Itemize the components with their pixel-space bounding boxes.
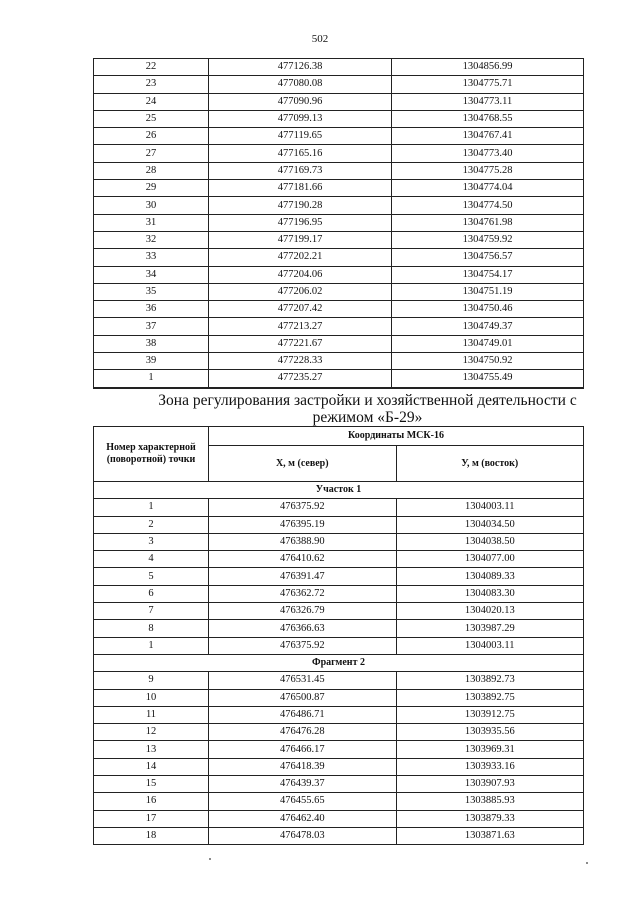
x-coordinate-cell: 476466.17: [209, 741, 397, 758]
y-coordinate-cell: 1304773.40: [392, 145, 584, 162]
point-number-cell: 8: [94, 620, 209, 637]
y-coordinate-cell: 1304773.11: [392, 93, 584, 110]
x-coordinate-cell: 477221.67: [209, 335, 392, 352]
x-coordinate-cell: 477199.17: [209, 231, 392, 248]
y-coordinate-cell: 1304775.71: [392, 76, 584, 93]
table-row: [94, 827, 584, 844]
x-coordinate-cell: 476395.19: [209, 516, 397, 533]
x-coordinate-cell: 477207.42: [209, 301, 392, 318]
point-number-cell: 2: [94, 516, 209, 533]
table-row: [94, 283, 584, 300]
table-row: [94, 128, 584, 145]
table-row: [94, 533, 584, 550]
x-coordinate-cell: 476418.39: [209, 758, 397, 775]
y-coordinate-cell: 1304768.55: [392, 110, 584, 127]
y-coordinate-cell: 1303892.73: [396, 672, 584, 689]
table-row: [94, 59, 584, 76]
point-number-cell: 1: [94, 370, 209, 388]
point-number-cell: 32: [94, 231, 209, 248]
point-number-cell: 14: [94, 758, 209, 775]
y-coordinate-cell: 1304038.50: [396, 533, 584, 550]
table-row: [94, 603, 584, 620]
table-row: [94, 301, 584, 318]
y-coordinate-cell: 1304750.46: [392, 301, 584, 318]
y-coordinate-cell: 1304003.11: [396, 637, 584, 654]
x-coordinate-cell: 477190.28: [209, 197, 392, 214]
x-coordinate-cell: 476375.92: [209, 499, 397, 516]
x-coordinate-cell: 476362.72: [209, 585, 397, 602]
y-coordinate-cell: 1304089.33: [396, 568, 584, 585]
table-row: [94, 197, 584, 214]
table-row: [94, 93, 584, 110]
y-coordinate-cell: 1304774.04: [392, 180, 584, 197]
y-coordinate-cell: 1304749.37: [392, 318, 584, 335]
y-coordinate-cell: 1303912.75: [396, 706, 584, 723]
y-coordinate-cell: 1304767.41: [392, 128, 584, 145]
y-coordinate-cell: 1304749.01: [392, 335, 584, 352]
section-row: [94, 654, 584, 671]
coordinates-table-top: [93, 58, 584, 389]
x-coordinate-cell: 477080.08: [209, 76, 392, 93]
y-coordinate-cell: 1304856.99: [392, 59, 584, 76]
table-row: [94, 214, 584, 231]
point-number-cell: 7: [94, 603, 209, 620]
point-number-cell: 36: [94, 301, 209, 318]
table-row: [94, 180, 584, 197]
point-number-cell: 17: [94, 810, 209, 827]
x-coordinate-cell: 476391.47: [209, 568, 397, 585]
y-coordinate-cell: 1304775.28: [392, 162, 584, 179]
point-number-cell: 15: [94, 776, 209, 793]
x-coordinate-cell: 477181.66: [209, 180, 392, 197]
table-row: [94, 370, 584, 388]
point-number-cell: 25: [94, 110, 209, 127]
table-row: [94, 793, 584, 810]
y-coordinate-cell: 1304077.00: [396, 551, 584, 568]
point-number-cell: 23: [94, 76, 209, 93]
x-coordinate-cell: 477169.73: [209, 162, 392, 179]
x-coordinate-cell: 476388.90: [209, 533, 397, 550]
point-number-cell: 1: [94, 637, 209, 654]
point-number-cell: 13: [94, 741, 209, 758]
scan-speck: [209, 858, 211, 860]
x-coordinate-cell: 477099.13: [209, 110, 392, 127]
x-coordinate-cell: 477202.21: [209, 249, 392, 266]
table-row: [94, 353, 584, 370]
x-coordinate-cell: 477126.38: [209, 59, 392, 76]
y-coordinate-cell: 1303987.29: [396, 620, 584, 637]
point-number-cell: 34: [94, 266, 209, 283]
x-coordinate-cell: 476462.40: [209, 810, 397, 827]
header-x: Х, м (север): [209, 446, 397, 482]
coordinates-table-zone: [93, 426, 584, 845]
y-coordinate-cell: 1303969.31: [396, 741, 584, 758]
table-row: [94, 145, 584, 162]
table-row: [94, 724, 584, 741]
point-number-cell: 5: [94, 568, 209, 585]
table-row: [94, 672, 584, 689]
y-coordinate-cell: 1304750.92: [392, 353, 584, 370]
table-row: [94, 499, 584, 516]
table-row: [94, 551, 584, 568]
table-row: [94, 741, 584, 758]
section-title-2: Фрагмент 2: [94, 654, 584, 671]
table-row: [94, 620, 584, 637]
x-coordinate-cell: 477090.96: [209, 93, 392, 110]
x-coordinate-cell: 476410.62: [209, 551, 397, 568]
x-coordinate-cell: 477213.27: [209, 318, 392, 335]
y-coordinate-cell: 1303892.75: [396, 689, 584, 706]
table-row: [94, 249, 584, 266]
header-coordinates: Координаты МСК-16: [209, 427, 584, 446]
y-coordinate-cell: 1304754.17: [392, 266, 584, 283]
y-coordinate-cell: 1304034.50: [396, 516, 584, 533]
point-number-cell: 9: [94, 672, 209, 689]
y-coordinate-cell: 1304756.57: [392, 249, 584, 266]
x-coordinate-cell: 476455.65: [209, 793, 397, 810]
x-coordinate-cell: 477204.06: [209, 266, 392, 283]
point-number-cell: 18: [94, 827, 209, 844]
point-number-cell: 12: [94, 724, 209, 741]
table-row: [94, 335, 584, 352]
point-number-cell: 6: [94, 585, 209, 602]
y-coordinate-cell: 1304751.19: [392, 283, 584, 300]
y-coordinate-cell: 1304759.92: [392, 231, 584, 248]
table-row: [94, 516, 584, 533]
point-number-cell: 1: [94, 499, 209, 516]
section-row: [94, 482, 584, 499]
table-row: [94, 689, 584, 706]
y-coordinate-cell: 1303871.63: [396, 827, 584, 844]
point-number-cell: 24: [94, 93, 209, 110]
x-coordinate-cell: 477228.33: [209, 353, 392, 370]
x-coordinate-cell: 476326.79: [209, 603, 397, 620]
point-number-cell: 35: [94, 283, 209, 300]
point-number-cell: 3: [94, 533, 209, 550]
y-coordinate-cell: 1304761.98: [392, 214, 584, 231]
x-coordinate-cell: 476375.92: [209, 637, 397, 654]
y-coordinate-cell: 1303935.56: [396, 724, 584, 741]
point-number-cell: 26: [94, 128, 209, 145]
point-number-cell: 33: [94, 249, 209, 266]
x-coordinate-cell: 476531.45: [209, 672, 397, 689]
table-row: [94, 706, 584, 723]
point-number-cell: 11: [94, 706, 209, 723]
x-coordinate-cell: 476486.71: [209, 706, 397, 723]
header-y: У, м (восток): [396, 446, 584, 482]
x-coordinate-cell: 477235.27: [209, 370, 392, 388]
x-coordinate-cell: 476500.87: [209, 689, 397, 706]
table-row: [94, 568, 584, 585]
point-number-cell: 37: [94, 318, 209, 335]
x-coordinate-cell: 477119.65: [209, 128, 392, 145]
point-number-cell: 29: [94, 180, 209, 197]
y-coordinate-cell: 1303907.93: [396, 776, 584, 793]
point-number-cell: 4: [94, 551, 209, 568]
table-row: [94, 162, 584, 179]
y-coordinate-cell: 1303933.16: [396, 758, 584, 775]
point-number-cell: 30: [94, 197, 209, 214]
point-number-cell: 39: [94, 353, 209, 370]
point-number-cell: 10: [94, 689, 209, 706]
table-row: [94, 810, 584, 827]
x-coordinate-cell: 477165.16: [209, 145, 392, 162]
section-title-1: Участок 1: [94, 482, 584, 499]
table-row: [94, 266, 584, 283]
table-row: [94, 758, 584, 775]
table-row: [94, 110, 584, 127]
point-number-cell: 38: [94, 335, 209, 352]
point-number-cell: 27: [94, 145, 209, 162]
point-number-cell: 31: [94, 214, 209, 231]
x-coordinate-cell: 476478.03: [209, 827, 397, 844]
point-number-cell: 16: [94, 793, 209, 810]
y-coordinate-cell: 1304083.30: [396, 585, 584, 602]
y-coordinate-cell: 1304020.13: [396, 603, 584, 620]
x-coordinate-cell: 476366.63: [209, 620, 397, 637]
table-row: [94, 637, 584, 654]
scan-speck: [586, 862, 588, 864]
x-coordinate-cell: 476476.28: [209, 724, 397, 741]
x-coordinate-cell: 477196.95: [209, 214, 392, 231]
zone-title: Зона регулирования застройки и хозяйственной деятельности с режимом «Б-29»: [158, 392, 577, 426]
page-number: 502: [311, 33, 329, 45]
y-coordinate-cell: 1304755.49: [392, 370, 584, 388]
table-row: [94, 776, 584, 793]
table-row: [94, 318, 584, 335]
point-number-cell: 22: [94, 59, 209, 76]
x-coordinate-cell: 477206.02: [209, 283, 392, 300]
table-row: [94, 76, 584, 93]
header-point-number: Номер характерной (поворотной) точки: [94, 427, 209, 482]
table-row: [94, 585, 584, 602]
y-coordinate-cell: 1304003.11: [396, 499, 584, 516]
y-coordinate-cell: 1303879.33: [396, 810, 584, 827]
x-coordinate-cell: 476439.37: [209, 776, 397, 793]
y-coordinate-cell: 1304774.50: [392, 197, 584, 214]
y-coordinate-cell: 1303885.93: [396, 793, 584, 810]
point-number-cell: 28: [94, 162, 209, 179]
table-row: [94, 231, 584, 248]
